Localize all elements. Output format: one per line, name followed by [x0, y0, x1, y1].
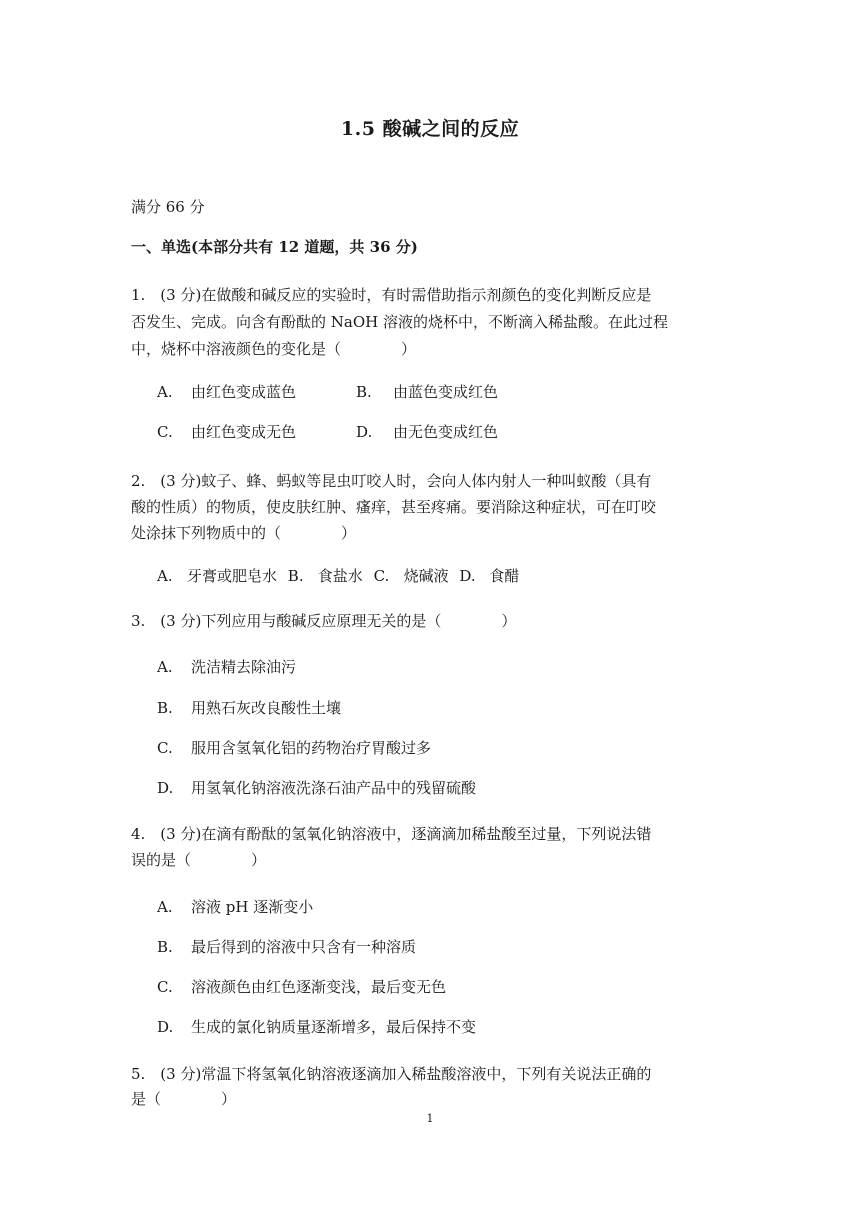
option-letter: B. — [356, 383, 372, 401]
option-text: 洗洁精去除油污 — [191, 658, 297, 676]
page-title: 1.5 酸碱之间的反应 — [340, 118, 520, 140]
question-2-options — [157, 566, 525, 586]
full-score-text: 满分 66 分 — [131, 198, 205, 216]
question-3-option-c — [157, 738, 431, 758]
option-text: 由蓝色变成红色 — [393, 383, 499, 401]
option-text: 由红色变成蓝色 — [191, 383, 297, 401]
question-2-line-3: 处涂抹下列物质中的（ ） — [131, 524, 357, 542]
question-1-option-d — [356, 422, 498, 442]
option-text: 用氢氧化钠溶液洗涤石油产品中的残留硫酸 — [191, 779, 477, 797]
option-text: 食盐水 — [317, 567, 363, 585]
question-4-line-1: 4. (3 分)在滴有酚酞的氢氧化钠溶液中，逐滴滴加稀盐酸至过量，下列说法错 — [131, 825, 652, 843]
option-text: 溶液颜色由红色逐渐变浅，最后变无色 — [191, 978, 447, 996]
question-1-option-a — [157, 382, 296, 402]
question-2-line-2: 酸的性质）的物质，使皮肤红肿、瘙痒，甚至疼痛。要消除这种症状，可在叮咬 — [131, 498, 657, 516]
question-5-line-2: 是（ ） — [131, 1090, 237, 1108]
option-letter: C. — [157, 739, 173, 757]
question-1-line-3: 中，烧杯中溶液颜色的变化是（ ） — [131, 340, 417, 358]
option-letter: A. — [157, 658, 173, 676]
question-3-option-b — [157, 698, 341, 718]
question-3-option-a — [157, 657, 296, 677]
option-letter: B. — [157, 938, 173, 956]
question-1-option-b — [356, 382, 498, 402]
question-4-option-b — [157, 937, 416, 957]
option-letter: A. — [157, 898, 173, 916]
question-3-option-d — [157, 778, 476, 798]
option-letter: D. — [157, 1018, 174, 1036]
question-4-option-c — [157, 977, 446, 997]
page-number: 1 — [426, 1112, 434, 1125]
question-4-option-d — [157, 1017, 476, 1037]
question-5-line-1: 5. (3 分)常温下将氢氧化钠溶液逐滴加入稀盐酸溶液中，下列有关说法正确的 — [131, 1065, 652, 1083]
question-1-line-2: 否发生、完成。向含有酚酞的 NaOH 溶液的烧杯中，不断滴入稀盐酸。在此过程 — [131, 313, 668, 331]
section-heading: 一、单选(本部分共有 12 道题，共 36 分) — [131, 238, 418, 256]
option-text: 生成的氯化钠质量逐渐增多，最后保持不变 — [191, 1018, 477, 1036]
question-2-line-1: 2. (3 分)蚊子、蜂、蚂蚁等昆虫叮咬人时，会向人体内射人一种叫蚁酸（具有 — [131, 472, 652, 490]
option-letter: C. — [157, 978, 173, 996]
option-letter: D. — [157, 779, 174, 797]
option-text: 服用含氢氧化铝的药物治疗胃酸过多 — [191, 739, 432, 757]
option-letter: A. — [157, 383, 173, 401]
question-4-line-2: 误的是（ ） — [131, 851, 267, 869]
option-letter: D. — [356, 423, 373, 441]
question-1-option-c — [157, 422, 296, 442]
option-letter: C. — [373, 567, 390, 585]
question-4-option-a — [157, 897, 313, 917]
option-letter: A. — [157, 567, 173, 585]
option-text: 溶液 pH 逐渐变小 — [191, 898, 314, 916]
option-text: 牙膏或肥皂水 — [187, 567, 278, 585]
option-letter: C. — [157, 423, 173, 441]
option-text: 烧碱液 — [403, 567, 449, 585]
question-1-line-1: 1. (3 分)在做酸和碱反应的实验时，有时需借助指示剂颜色的变化判断反应是 — [131, 286, 652, 304]
option-letter: D. — [459, 567, 476, 585]
option-text: 用熟石灰改良酸性土壤 — [191, 699, 342, 717]
question-3-line-1: 3. (3 分)下列应用与酸碱反应原理无关的是（ ） — [131, 612, 517, 630]
option-text: 由红色变成无色 — [191, 423, 297, 441]
option-text: 食醋 — [489, 567, 520, 585]
option-letter: B. — [157, 699, 173, 717]
option-letter: B. — [287, 567, 304, 585]
option-text: 最后得到的溶液中只含有一种溶质 — [191, 938, 417, 956]
option-text: 由无色变成红色 — [393, 423, 499, 441]
